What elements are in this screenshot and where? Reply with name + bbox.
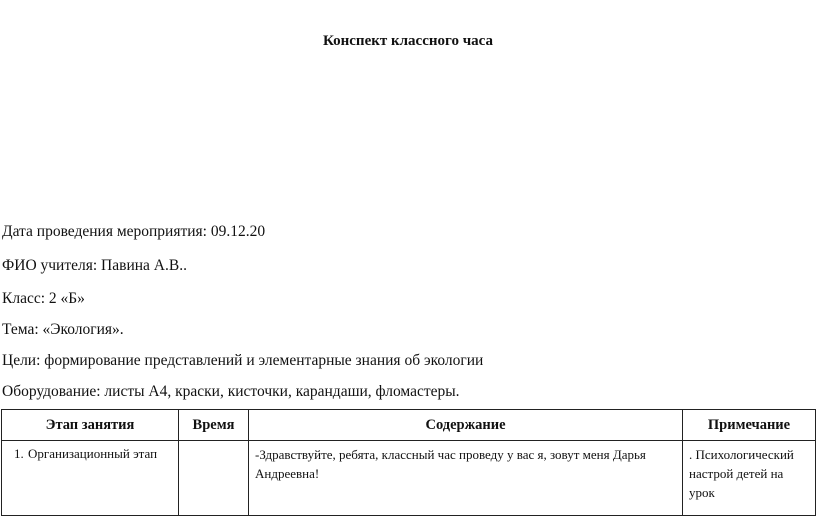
equipment-line: Оборудование: листы А4, краски, кисточки, карандаши, фломастеры. (2, 383, 460, 400)
lesson-plan-table (1, 409, 816, 516)
topic-line: Тема: «Экология». (2, 321, 124, 338)
document-title: Конспект классного часа (323, 33, 493, 49)
header-content: Содержание (249, 410, 683, 441)
stage-cell (2, 441, 179, 516)
note-cell: . Психологический настрой детей на урок (683, 441, 816, 516)
row-number: 1. (14, 446, 24, 461)
goals-line: Цели: формирование представлений и элементарные знания об экологии (2, 352, 484, 369)
time-cell (179, 441, 249, 516)
event-date-line: Дата проведения мероприятия: 09.12.20 (2, 223, 266, 240)
teacher-name-line: ФИО учителя: Павина А.В.. (2, 257, 187, 274)
content-cell: -Здравствуйте, ребята, классный час проведу у вас я, зовут меня Дарья Андреевна! (249, 441, 683, 516)
stage-text: Организационный этап (28, 446, 158, 461)
header-stage: Этап занятия (2, 410, 179, 441)
table-row (2, 441, 816, 516)
header-note: Примечание (683, 410, 816, 441)
header-time: Время (179, 410, 249, 441)
class-line: Класс: 2 «Б» (2, 290, 85, 307)
table-header-row (2, 410, 816, 441)
